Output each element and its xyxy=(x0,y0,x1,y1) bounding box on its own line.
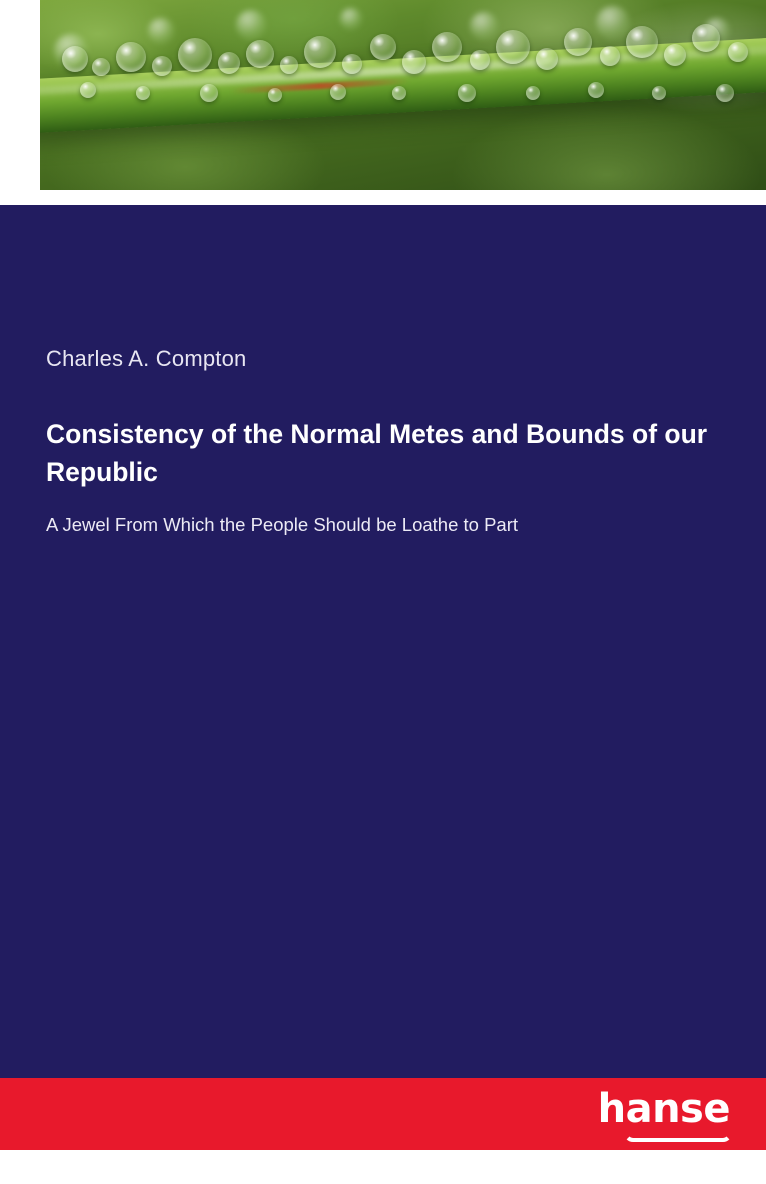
book-subtitle: A Jewel From Which the People Should be Loathe to Part xyxy=(46,513,519,535)
title-block xyxy=(46,346,718,538)
author-name: Charles A. Compton xyxy=(46,346,247,371)
book-title: Consistency of the Normal Metes and Bounds of our Republic xyxy=(46,419,708,488)
bottom-white-margin xyxy=(0,1150,766,1184)
publisher-logo-swoosh-icon xyxy=(624,1133,732,1142)
publisher-logo: hanse xyxy=(597,1086,730,1132)
cover-photo xyxy=(40,0,766,190)
cover-body-panel xyxy=(0,205,766,1078)
water-droplets xyxy=(40,0,766,190)
